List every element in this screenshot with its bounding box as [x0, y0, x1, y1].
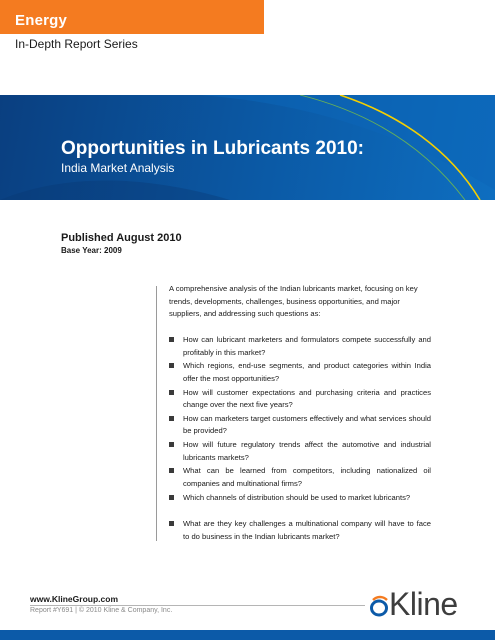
category-label: Energy: [15, 12, 68, 29]
logo-wordmark: Kline: [389, 586, 458, 622]
website-link[interactable]: www.KlineGroup.com: [30, 594, 118, 604]
report-subtitle: India Market Analysis: [61, 161, 175, 175]
square-bullet-icon: [169, 468, 174, 473]
list-item: [169, 439, 431, 465]
list-item: [169, 465, 431, 491]
square-bullet-icon: [169, 495, 174, 500]
base-year: Base Year: 2009: [61, 246, 122, 255]
question-text: How will customer expectations and purchasing criteria and practices change over the next five years?: [183, 387, 431, 410]
square-bullet-icon: [169, 363, 174, 368]
question-text: Which channels of distribution should be used to market lubricants?: [183, 492, 411, 502]
list-item: [169, 413, 431, 439]
intro-paragraph: A comprehensive analysis of the Indian lubricants market, focusing on key trends, developments, challenges, business opportunities, and major suppliers, and addressing such questions as:: [169, 284, 418, 319]
report-title: Opportunities in Lubricants 2010:: [61, 138, 364, 159]
series-label: In-Depth Report Series: [15, 37, 138, 51]
square-bullet-icon: [169, 521, 174, 526]
question-text: How can lubricant marketers and formulators compete successfully and profitably in this market?: [183, 335, 431, 357]
list-item: [169, 387, 431, 413]
footer-divider: [30, 605, 365, 606]
square-bullet-icon: [169, 337, 174, 342]
square-bullet-icon: [169, 416, 174, 421]
question-text: What can be learned from competitors, including nationalized oil companies and multinational firms?: [183, 466, 431, 488]
kline-swoosh-icon: [370, 594, 388, 618]
square-bullet-icon: [169, 390, 174, 395]
kline-logo: [370, 586, 475, 624]
list-item: [169, 360, 431, 386]
list-item: [169, 518, 431, 544]
list-item: [169, 492, 431, 518]
question-text: How will future regulatory trends affect the automotive and industrial lubricants markets?: [183, 440, 431, 462]
question-text: What are they key challenges a multinational company will have to face to do business in the Indian lubricants market?: [183, 518, 431, 541]
published-date: Published August 2010: [61, 232, 182, 244]
list-item: [169, 334, 431, 360]
bottom-bar: [0, 630, 495, 640]
report-number: Report #Y691 | © 2010 Kline & Company, Inc.: [30, 607, 173, 614]
question-list: [169, 334, 431, 544]
question-text: Which regions, end-use segments, and product categories within India offer the most opportunities?: [183, 361, 431, 383]
question-text: How can marketers target customers effectively and what services should be provided?: [183, 413, 431, 436]
column-divider: [156, 286, 157, 541]
square-bullet-icon: [169, 442, 174, 447]
